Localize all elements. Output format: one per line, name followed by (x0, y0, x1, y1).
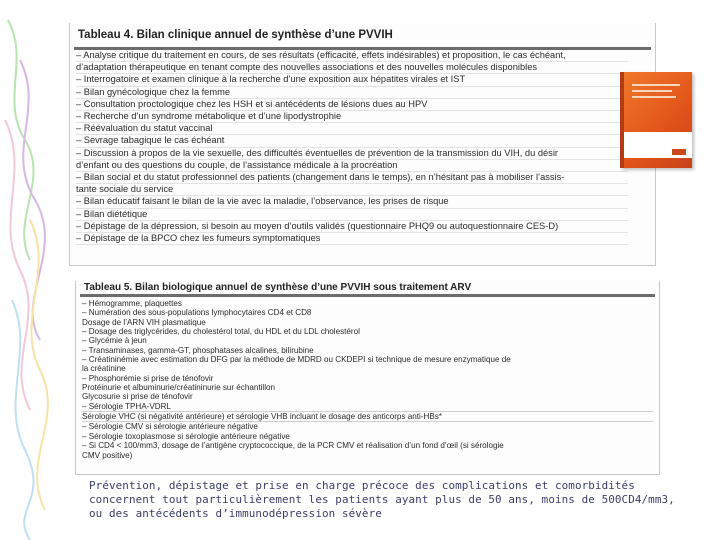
table-5-row: – Phosphorémie si prise de ténofovir (82, 373, 214, 383)
book-cover-image (620, 72, 692, 168)
table-5-row: – Hémogramme, plaquettes (82, 299, 182, 308)
table-4-body (76, 50, 628, 245)
table-5-row: la créatinine (82, 364, 126, 374)
table-5 (75, 281, 660, 475)
slide-caption: Prévention, dépistage et prise en charge précoce des complications et comorbidités concernent tout particulièrement les patients ayant plus de 50 ans, moins de 500CD4/mm3, ou des antécédents d’immunodépression sévère (89, 479, 675, 520)
table-5-row: – Si CD4 < 100/mm3, dosage de l’antigène cryptococcique, de la PCR CMV et réalisation d’un fond d’œil (si sérologie (82, 441, 504, 451)
table-5-title: Tableau 5. Bilan biologique annuel de synthèse d’une PVVIH sous traitement ARV (76, 281, 659, 294)
table-4-row: – Réévaluation du statut vaccinal (76, 123, 628, 135)
table-4-row: – Dépistage de la dépression, si besoin au moyen d’outils validés (questionnaire PHQ9 ou autoquestionnaire CES-D) (76, 221, 628, 233)
table-5-row: Sérologie VHC (si négativité antérieure) et sérologie VHB incluant le dosage des anticorps anti-HBs* (82, 411, 653, 421)
table-5-row: – Transaminases, gamma-GT, phosphatases alcalines, bilirubine (82, 345, 314, 355)
table-5-row: – Sérologie TPHA-VDRL (82, 401, 171, 411)
table-4-row: – Analyse critique du traitement en cours, de ses résultats (efficacité, effets indésirables) et proposition, le cas échéant, (76, 50, 628, 62)
table-5-row: – Sérologie CMV si sérologie antérieure négative (82, 421, 653, 431)
table-4-row: – Dépistage de la BPCO chez les fumeurs symptomatiques (76, 233, 628, 245)
table-4-row: tante sociale du service (76, 184, 628, 196)
table-5-row: – Dosage des triglycérides, du cholestérol total, du HDL et du LDL cholestérol (82, 327, 360, 337)
table-4-row: d’adaptation thérapeutique en tenant compte des nouvelles associations et des nouvelles molécules disponibles (76, 62, 628, 74)
table-4-title: Tableau 4. Bilan clinique annuel de synthèse d’une PVVIH (70, 23, 655, 47)
table-5-row: Protéinurie et albuminurie/créatininurie sur échantillon (82, 383, 276, 393)
table-5-row: CMV positive) (82, 450, 133, 460)
table-5-row: Dosage de l’ARN VIH plasmatique (82, 317, 206, 327)
table-4-row: d’enfant ou des questions du couple, de l’assistance médicale à la procréation (76, 160, 628, 172)
table-4-row: – Sevrage tabagique le cas échéant (76, 135, 628, 147)
book-logo (672, 149, 686, 155)
table-4 (69, 23, 656, 266)
table-4-row: – Bilan diététique (76, 209, 628, 221)
table-5-row: Glycosurie si prise de ténofovir (82, 392, 193, 402)
book-title-line (632, 90, 672, 92)
table-5-row: – Glycémie à jeun (82, 336, 147, 346)
table-4-row: – Interrogatoire et examen clinique à la recherche d’une exposition aux hépatites virales et IST (76, 74, 628, 86)
table-4-row: – Bilan social et du statut professionnel des patients (changement dans le temps), en n’hésitant pas à mobiliser l’assis- (76, 172, 628, 184)
book-title-line (632, 96, 676, 98)
table-5-row: – Sérologie toxoplasmose si sérologie antérieure négative (82, 431, 290, 441)
table-4-row: – Discussion à propos de la vie sexuelle, des difficultés éventuelles de prévention de la transmission du VIH, du désir (76, 148, 628, 160)
table-4-row: – Consultation proctologique chez les HSH et si antécédents de lésions dues au HPV (76, 99, 628, 111)
table-4-row: – Bilan éducatif faisant le bilan de la vie avec la maladie, l’observance, les prises de risque (76, 196, 628, 208)
decorative-streamers (0, 0, 72, 540)
table-4-row: – Recherche d’un syndrome métabolique et d’une lipodystrophie (76, 111, 628, 123)
table-5-body (82, 299, 653, 460)
table-5-row: – Créatininémie avec estimation du DFG par la méthode de MDRD ou CKDEPI si technique de mesure enzymatique de (82, 355, 511, 365)
table-4-row: – Bilan gynécologique chez la femme (76, 87, 628, 99)
table-5-row: – Numération des sous-populations lymphocytaires CD4 et CD8 (82, 308, 312, 318)
book-title-line (632, 84, 680, 86)
